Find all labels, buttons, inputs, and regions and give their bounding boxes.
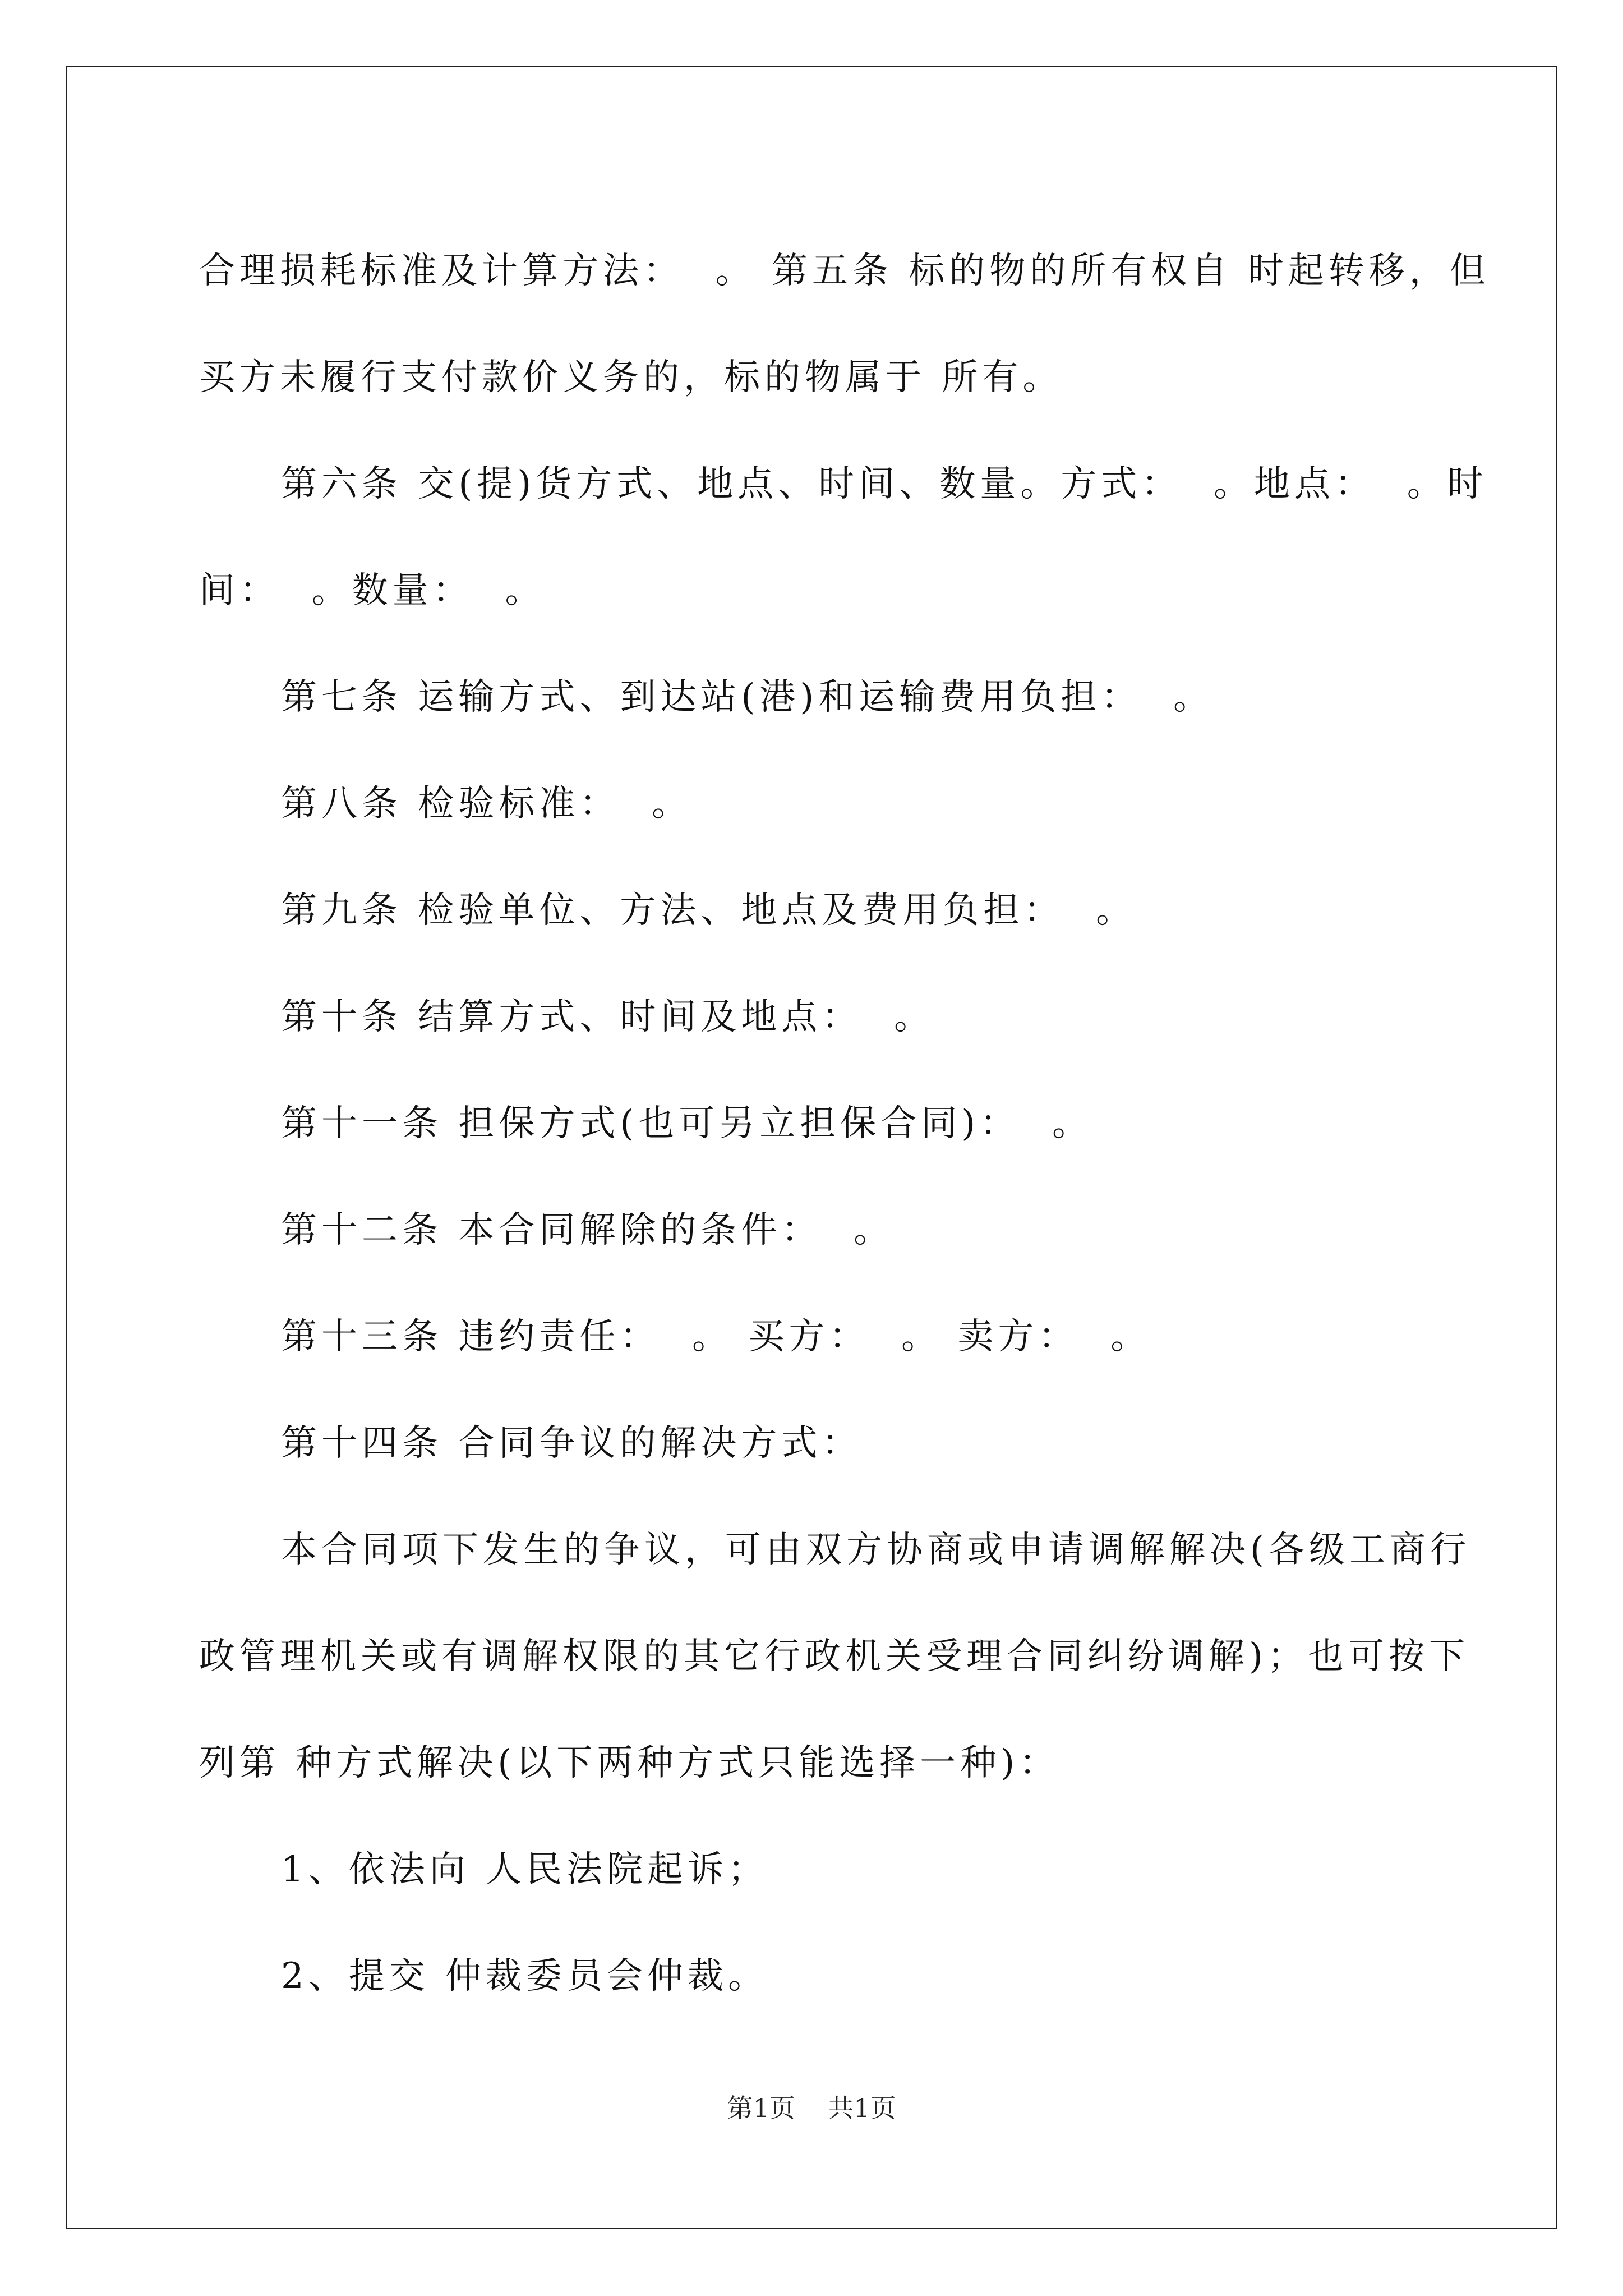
page-footer [0,2088,1623,2125]
paragraph-article-9: 第九条 检验单位、方法、地点及费用负担： 。 [281,890,1137,931]
document-body [199,218,1500,2030]
paragraph-article-6: 第六条 交(提)货方式、地点、时间、数量。方式： 。地点： 。时间： 。数量： 。 [199,463,1488,611]
paragraph-article-14: 第十四条 合同争议的解决方式： [281,1423,863,1464]
list-item-arbitration: 2、提交 仲裁委员会仲裁。 [281,1955,769,1997]
paragraph-1: 合理损耗标准及计算方法： 。 第五条 标的物的所有权自 时起转移，但买方未履行支付款价义务的，标的物属于 所有。 [199,250,1490,398]
page-number: 第1页 [727,2093,795,2123]
paragraph-article-13: 第十三条 违约责任： 。 买方： 。 卖方： 。 [281,1316,1151,1358]
paragraph-article-7: 第七条 运输方式、到达站(港)和运输费用负担： 。 [281,677,1214,718]
paragraph-article-8: 第八条 检验标准： 。 [281,783,693,825]
list-item-court: 1、依法向 人民法院起诉； [281,1849,769,1890]
paragraph-article-11: 第十一条 担保方式(也可另立担保合同)： 。 [281,1103,1092,1144]
footer-gap [795,2093,828,2123]
page-total: 共1页 [828,2093,896,2123]
paragraph-dispute-resolution: 本合同项下发生的争议，可由双方协商或申请调解解决(各级工商行政管理机关或有调解权限的其它行政机关受理合同纠纷调解)；也可按下列第 种方式解决(以下两种方式只能选择一种)： [199,1529,1470,1784]
paragraph-article-12: 第十二条 本合同解除的条件： 。 [281,1209,895,1251]
paragraph-article-10: 第十条 结算方式、时间及地点： 。 [281,996,935,1038]
